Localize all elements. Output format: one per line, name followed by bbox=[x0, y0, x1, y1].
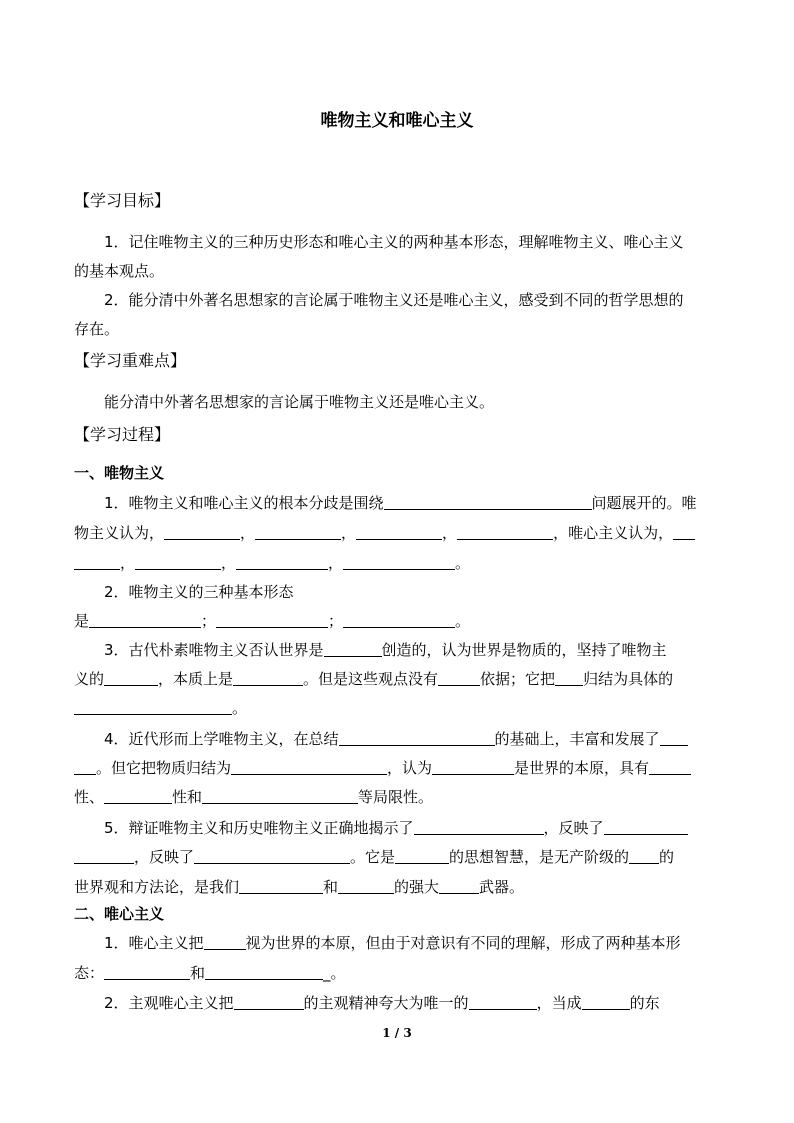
part1-q1-line3: ， ， ， 。 bbox=[74, 552, 470, 574]
page-number: 1 / 3 bbox=[382, 1026, 412, 1040]
blank bbox=[234, 994, 304, 1010]
part2-q1-line1: 1．唯心主义把 视为世界的本原，但由于对意识有不同的理解，形成了两种基本形 bbox=[104, 934, 681, 952]
blank bbox=[439, 878, 479, 894]
blank bbox=[135, 554, 221, 570]
blank bbox=[555, 670, 583, 686]
key-points-text: 能分清中外著名思想家的言论属于唯物主义还是唯心主义。 bbox=[104, 393, 495, 411]
blank bbox=[74, 759, 96, 775]
page-title: 唯物主义和唯心主义 bbox=[320, 111, 474, 131]
part1-q3-line2: 义的 ，本质上是 。但是这些观点没有 依据；它把 归结为具体的 bbox=[74, 670, 674, 688]
section-heading-key-points: 【学习重难点】 bbox=[74, 351, 187, 370]
part2-q1-line2: 态： 和 _。 bbox=[74, 964, 346, 982]
goal-item-1-line-2: 的基本观点。 bbox=[74, 262, 165, 280]
blank bbox=[582, 994, 630, 1010]
part2-heading: 二、唯心主义 bbox=[74, 905, 165, 923]
section-heading-goals: 【学习目标】 bbox=[74, 191, 171, 210]
blank bbox=[343, 612, 455, 628]
blank bbox=[194, 848, 350, 864]
blank bbox=[660, 730, 688, 746]
blank bbox=[233, 670, 303, 686]
part1-q2-line1: 2．唯物主义的三种基本形态 bbox=[104, 583, 294, 601]
blank bbox=[649, 759, 691, 775]
part1-q5-line3: 世界观和方法论，是我们 和 的强大 武器。 bbox=[74, 878, 525, 896]
part2-q2-line1: 2．主观唯心主义把 的主观精神夸大为唯一的 ，当成 的东 bbox=[104, 994, 660, 1012]
blank bbox=[414, 819, 544, 835]
part1-q5-line2: ，反映了 。它是 的思想智慧，是无产阶级的 的 bbox=[74, 846, 674, 868]
part1-q4-line2: 。但它把物质归结为 ，认为 是世界的本原，具有 bbox=[74, 757, 691, 779]
blank bbox=[604, 819, 688, 835]
part1-q4-line1: 4．近代形而上学唯物主义，在总结 的基础上，丰富和发展了 bbox=[104, 728, 688, 750]
part1-q3-line1: 3．古代朴素唯物主义否认世界是 创造的，认为世界是物质的，坚持了唯物主 bbox=[104, 641, 667, 659]
blank bbox=[216, 612, 328, 628]
blank bbox=[74, 848, 134, 864]
blank bbox=[205, 964, 323, 980]
part1-q4-line3: 性、 性和 等局限性。 bbox=[74, 788, 434, 806]
blank bbox=[104, 670, 158, 686]
blank bbox=[324, 641, 382, 657]
blank bbox=[673, 524, 695, 540]
blank bbox=[89, 612, 201, 628]
blank bbox=[457, 524, 553, 540]
blank bbox=[629, 848, 659, 864]
blank bbox=[438, 670, 480, 686]
blank bbox=[432, 759, 514, 775]
goal-item-2-line-2: 存在。 bbox=[74, 320, 120, 338]
blank bbox=[74, 699, 232, 715]
blank bbox=[356, 524, 442, 540]
blank bbox=[231, 759, 387, 775]
blank bbox=[255, 524, 341, 540]
blank bbox=[236, 554, 328, 570]
part1-q1-line2: 物主义认为， ， ， ， ，唯心主义认为， bbox=[74, 522, 695, 544]
goal-item-2-line-1: 2．能分清中外著名思想家的言论属于唯物主义还是唯心主义，感受到不同的哲学思想的 bbox=[104, 291, 684, 309]
blank bbox=[395, 848, 449, 864]
part1-q3-line3: 。 bbox=[74, 697, 247, 719]
blank bbox=[384, 494, 592, 510]
blank bbox=[104, 964, 190, 980]
part1-heading: 一、唯物主义 bbox=[74, 464, 165, 482]
blank bbox=[338, 878, 394, 894]
blank bbox=[204, 934, 246, 950]
part1-q1-line1: 1．唯物主义和唯心主义的根本分歧是围绕 问题展开的。唯 bbox=[104, 494, 697, 512]
blank bbox=[339, 730, 495, 746]
blank bbox=[239, 878, 323, 894]
part1-q5-line1: 5．辩证唯物主义和历史唯物主义正确地揭示了 ，反映了 bbox=[104, 817, 688, 839]
blank bbox=[343, 554, 455, 570]
blank bbox=[202, 788, 358, 804]
blank bbox=[469, 994, 537, 1010]
goal-item-1-line-1: 1．记住唯物主义的三种历史形态和唯心主义的两种基本形态，理解唯物主义、唯心主义 bbox=[104, 233, 684, 251]
part1-q2-line2: 是 ； ； 。 bbox=[74, 612, 471, 630]
blank bbox=[104, 788, 172, 804]
blank bbox=[74, 554, 120, 570]
blank bbox=[164, 524, 240, 540]
section-heading-process: 【学习过程】 bbox=[74, 425, 171, 444]
